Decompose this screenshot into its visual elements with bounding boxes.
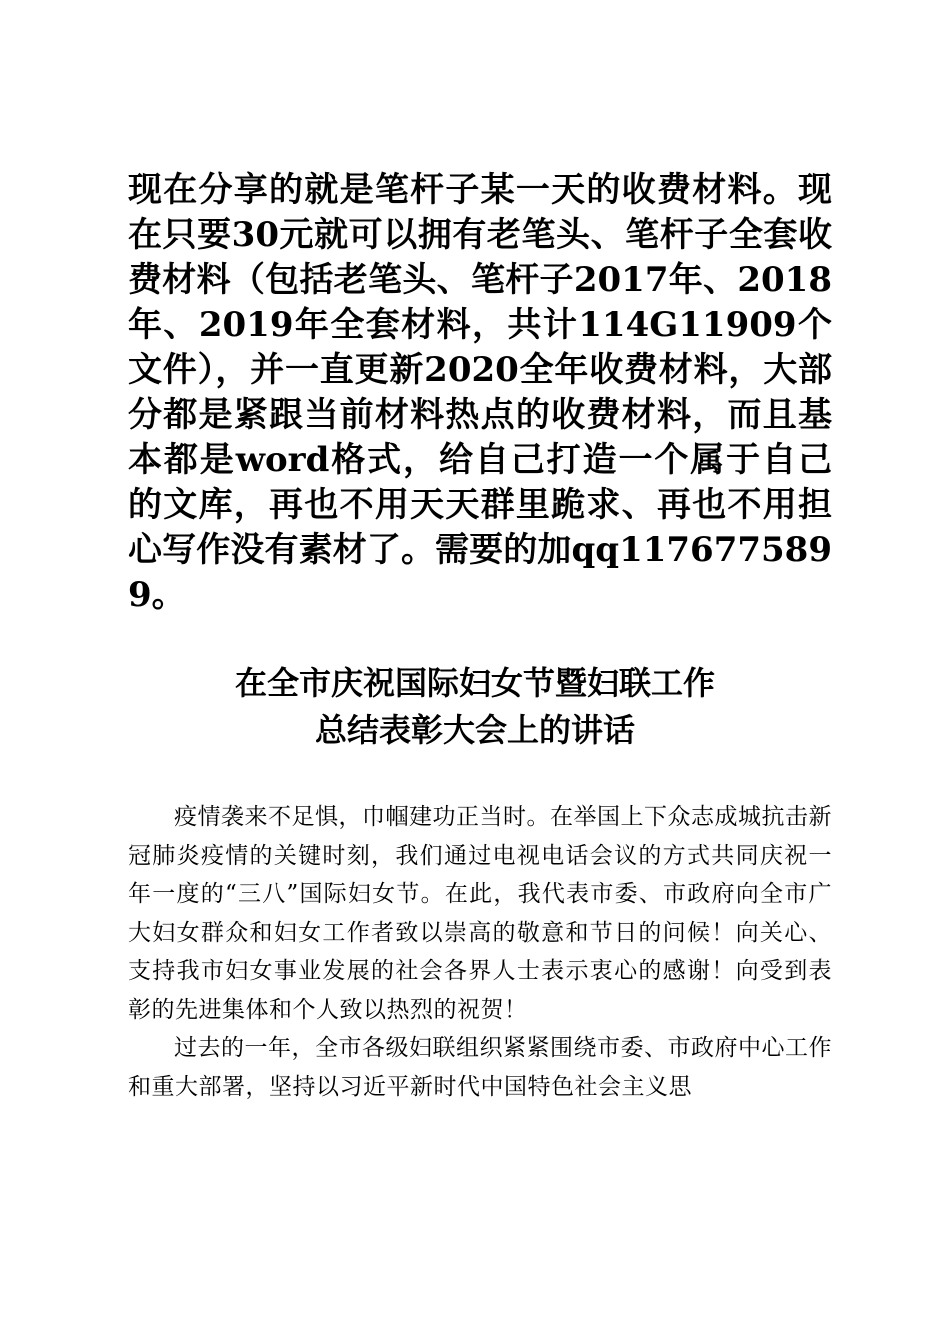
body-paragraph-1: 疫情袭来不足惧，巾帼建功正当时。在举国上下众志成城抗击新冠肺炎疫情的关键时刻，我们通过电视电话会议的方式共同庆祝一年一度的“三八”国际妇女节。在此，我代表市委、市政府向全市广大妇女群众和妇女工作者致以崇高的敬意和节日的问候！向关心、支持我市妇女事业发展的社会各界人士表示衷心的感谢！向受到表彰的先进集体和个人致以热烈的祝贺！ xyxy=(128,804,832,1023)
speech-title xyxy=(100,660,850,754)
body-paragraph-2: 过去的一年，全市各级妇联组织紧紧围绕市委、市政府中心工作和重大部署，坚持以习近平新时代中国特色社会主义思 xyxy=(128,1035,832,1100)
promo-paragraph: 现在分享的就是笔杆子某一天的收费材料。现在只要30元就可以拥有老笔头、笔杆子全套收费材料（包括老笔头、笔杆子2017年、2018年、2019年全套材料，共计114G11909个文件），并一直更新2020全年收费材料，大部分都是紧跟当前材料热点的收费材料，而且基本都是word格式，给自己打造一个属于自己的文库，再也不用天天群里跪求、再也不用担心写作没有素材了。需要的加qq1176775899。 xyxy=(128,170,832,615)
speech-title-line-1: 在全市庆祝国际妇女节暨妇联工作 xyxy=(234,664,715,702)
speech-title-line-2: 总结表彰大会上的讲话 xyxy=(314,711,635,749)
speech-body xyxy=(128,798,832,1106)
